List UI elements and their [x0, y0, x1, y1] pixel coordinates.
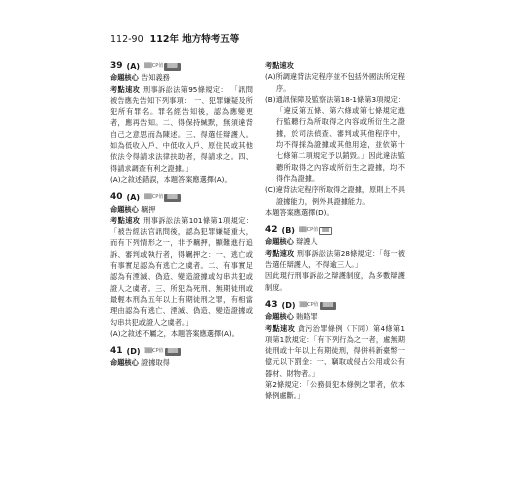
- explanation-text: 一、犯罪嫌疑及所犯所有罪名。罪名經告知後，認為應變更者，應再告知。二、得保持緘默，無須違背自己之意思而為陳述。三、得選任辯護人。如為低收入戶、中低收入戶、原住民或其他依法令得請求法律扶助者，得請求之。四、得請求調查有利之證據。」: [110, 95, 253, 173]
- question-41-header: [110, 346, 253, 357]
- answer-conclusion: (A)之敘述錯誤，本題答案應選擇(A)。: [110, 174, 232, 184]
- explanation-text: 因此現行刑事訴訟之辯護制度，為多數辯護制度。: [265, 271, 405, 292]
- question-number: 43: [265, 299, 278, 310]
- cp-value-badge: ▒▒CP值 ▒▒▒: [144, 346, 181, 357]
- cp-value-box: ▒▒: [319, 227, 332, 235]
- explanation-text: 「訊問被告應先告知下列事項：: [110, 84, 253, 105]
- page-header: [110, 31, 239, 45]
- question-answer: (B): [281, 226, 295, 236]
- quick-review-label: 考點速攻: [265, 248, 295, 258]
- cp-value-badge: ▒▒CP值 ▒▒▒: [144, 192, 181, 203]
- explanation-block: [265, 248, 405, 271]
- question-number: 39: [110, 61, 123, 71]
- explanation-block: [110, 215, 253, 328]
- question-answer: (A): [126, 62, 141, 71]
- topic-core-text: 告知義務: [141, 73, 170, 83]
- question-number: 42: [265, 225, 278, 236]
- question-answer: (D): [126, 347, 141, 357]
- cp-value-box: ▒▒▒: [320, 302, 336, 310]
- quick-review-label: 考點速攻: [265, 61, 294, 70]
- question-answer: (D): [281, 300, 296, 310]
- explanation-text: 刑事訴訟法第101條第1項規定：「被告經法官訊問後，認為犯罪嫌疑重大，而有下列情形之一，非予羈押，顯難進行追訴、審判或執行者，得羈押之：一、逃亡或有事實足認為有逃亡之虞者。二、有事實足認為有湮滅、偽造、變造證據或勾串共犯或證人之虞者。三、所犯為死刑、無期徒刑或最輕本刑為五年以上有期徒刑之罪，有相當理由認為有逃亡、湮滅、偽造、變造證據或勾串共犯或證人之虞者。」: [110, 215, 253, 327]
- topic-core-text: 羈押: [141, 204, 156, 214]
- running-title: 112年 地方特考五等: [149, 34, 240, 45]
- cp-value-box: ▒▒▒: [164, 194, 180, 202]
- quick-review-label: 考點速攻: [110, 84, 141, 94]
- topic-core-text: 辯護人: [296, 237, 318, 247]
- question-40-header: [110, 192, 253, 203]
- option-explanation: (B)通訊保障及監察法第18-1條第3項規定：「違反第五條、第六條或第七條規定進行監聽行為所取得之內容或所衍生之證據，於司法偵查、審判或其他程序中，均不得採為證據或其他用途，並依第十七條第二項規定予以銷毀。」因此違法監聽所取得之內容或所衍生之證據，均不得作為證據。: [265, 94, 405, 183]
- cp-value-box: ▒▒▒: [164, 63, 180, 71]
- option-explanation: (A)所調違背法定程序並不包括外國法所定程序。: [265, 72, 405, 93]
- topic-core-line: [110, 357, 253, 368]
- quick-review-label: 考點速攻: [265, 323, 296, 333]
- left-column: [110, 60, 253, 369]
- topic-core-label: 命題核心: [110, 204, 139, 214]
- topic-core-label: 命題核心: [110, 73, 139, 83]
- explanation-block: [110, 84, 253, 174]
- topic-core-line: [265, 236, 405, 247]
- topic-core-line: [110, 204, 253, 215]
- topic-core-label: 命題核心: [265, 312, 294, 322]
- topic-core-text: 賄賂罪: [296, 312, 318, 322]
- question-number: 41: [110, 346, 123, 357]
- topic-core-line: [265, 311, 405, 322]
- question-39-header: [110, 61, 253, 72]
- topic-core-line: [110, 72, 253, 83]
- question-answer: (A): [126, 193, 141, 203]
- explanation-text: 刑事訴訟法第95條規定：: [142, 84, 228, 94]
- page-number: 112-90: [110, 34, 144, 45]
- explanation-text: 第2條規定：「公務員犯本條例之罪者，依本條例處斷。」: [265, 380, 405, 401]
- question-43-header: [265, 300, 405, 311]
- cp-value-box: ▒▒▒: [165, 348, 181, 356]
- cp-value-badge: ▒▒CP值 ▒▒▒: [144, 61, 181, 72]
- quick-review-label: 考點速攻: [110, 215, 141, 225]
- cp-value-badge: ▒▒CP值 ▒▒: [299, 225, 332, 236]
- explanation-text: 刑事訴訟法第28條規定：「每一被告選任辯護人，不得逾三人。」: [265, 248, 405, 270]
- answer-conclusion: 本題答案應選擇(D)。: [265, 207, 334, 217]
- cp-value-badge: ▒▒CP值 ▒▒▒: [299, 300, 336, 311]
- option-explanation: (C)違背法定程序所取得之證據，原則上不具證據能力，例外具證據能力。: [265, 185, 406, 206]
- topic-core-label: 命題核心: [110, 358, 139, 368]
- explanation-text: 貪污治罪條例（下同）第4條第1項第1款規定：「有下列行為之一者，處無期徒刑或十年以上有期徒刑，得併科新臺幣一億元以下罰金：一、竊取或侵占公用或公有器材、財物者。」: [265, 323, 405, 378]
- topic-core-text: 證據取得: [141, 358, 170, 368]
- topic-core-label: 命題核心: [265, 237, 294, 247]
- question-number: 40: [110, 192, 123, 203]
- answer-conclusion: (A)之敘述不屬之，本題答案應選擇(A)。: [110, 328, 239, 338]
- question-42-header: [265, 225, 405, 236]
- right-column: [265, 60, 405, 402]
- explanation-block: [265, 323, 405, 379]
